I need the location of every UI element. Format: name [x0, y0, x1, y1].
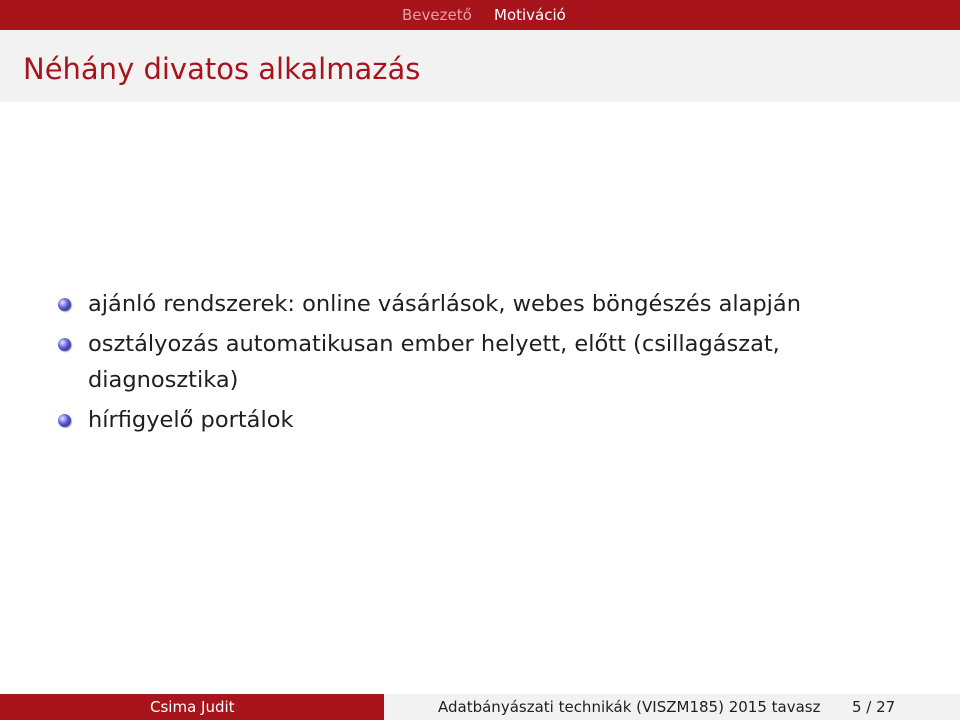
- list-item: [56, 286, 916, 322]
- footer: [0, 694, 960, 720]
- list-item-text: hírfigyelő portálok: [88, 407, 294, 433]
- list-item: [56, 326, 916, 398]
- nav-section-motivacio[interactable]: Motiváció: [494, 6, 566, 24]
- list-item-text: ajánló rendszerek: online vásárlások, webes böngészés alapján: [88, 291, 801, 317]
- bullet-list: [56, 286, 916, 442]
- bullet-icon: [58, 298, 71, 311]
- bullet-icon: [58, 338, 71, 351]
- frame-title: Néhány divatos alkalmazás: [23, 52, 421, 86]
- page-number: 5 / 27: [852, 698, 896, 716]
- list-item-text: osztályozás automatikusan ember helyett, előtt (csillagászat, diagnosztika): [88, 331, 780, 393]
- footer-author: Csima Judit: [150, 698, 235, 716]
- frame-title-bar: [0, 30, 960, 102]
- bullet-icon: [58, 414, 71, 427]
- list-item: [56, 402, 916, 438]
- footer-course-title: Adatbányászati technikák (VISZM185) 2015 tavasz: [438, 698, 821, 716]
- footer-author-panel: [0, 694, 384, 720]
- nav-section-bevezeto[interactable]: Bevezető: [402, 6, 472, 24]
- section-navigation: [0, 0, 960, 30]
